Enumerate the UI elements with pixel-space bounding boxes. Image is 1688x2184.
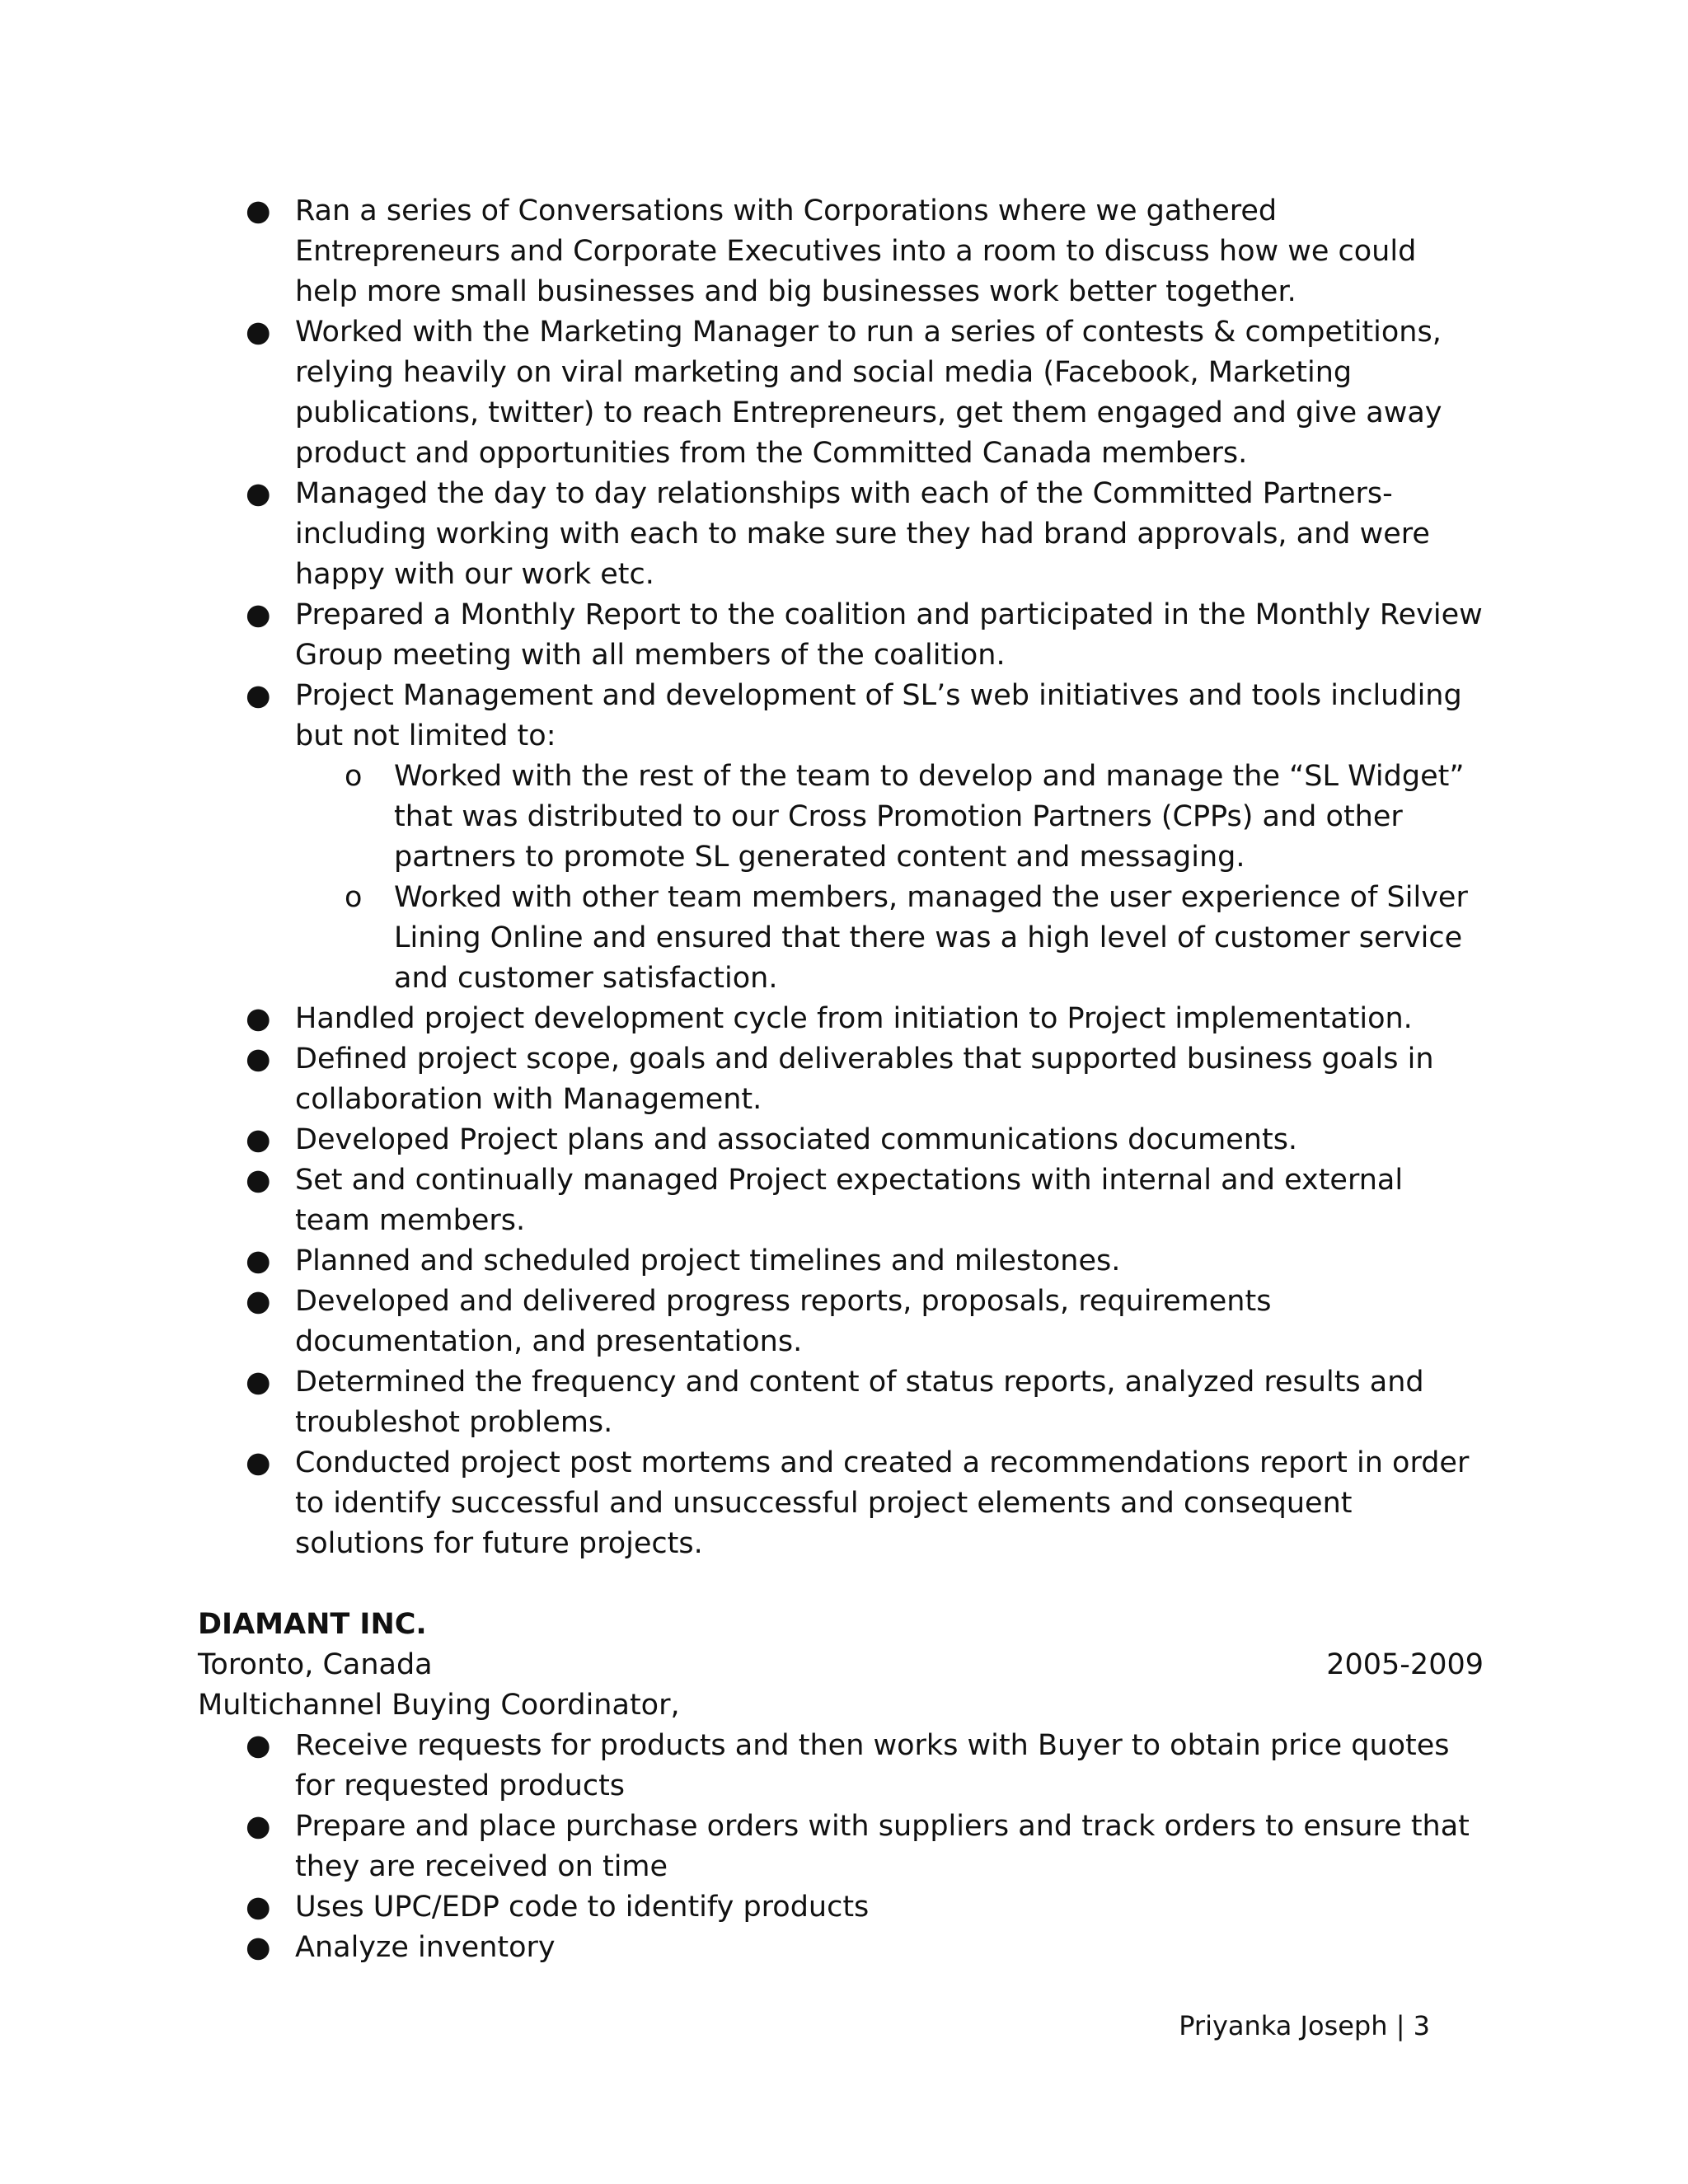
list-item: ● Handled project development cycle from initiation to Project implementation.	[295, 999, 1484, 1039]
bullet-icon: ●	[246, 1931, 271, 1964]
bullet-icon: ●	[246, 598, 271, 631]
bullet-icon: ●	[246, 1164, 271, 1197]
bullet-icon: ●	[246, 477, 271, 510]
list-item: ● Ran a series of Conversations with Corporations where we gathered Entrepreneurs and Corporate Executives into a room to discuss how we could help more small businesses and big businesses work better together.	[295, 191, 1484, 312]
bullet-icon: ●	[246, 316, 271, 349]
list-item: ● Project Management and development of SL’s web initiatives and tools including but not limited to: o Worked with the rest of the team to develop and manage the “SL Widget” that was distributed to our Cross Promotion Partners (CPPs) and other partners to promote SL generated content and messaging. o Worked with other team members, managed the user experience of Silver Lining Online and ensured that there was a high level of customer service and customer satisfaction.	[295, 676, 1484, 999]
sub-list-item: o Worked with other team members, managed the user experience of Silver Lining Online and ensured that there was a high level of customer service and customer satisfaction.	[394, 878, 1484, 999]
page-number: 3	[1413, 2010, 1430, 2041]
bullet-icon: ●	[246, 1285, 271, 1318]
sub-bullet-icon: o	[345, 760, 363, 793]
list-item: ● Analyze inventory	[295, 1928, 1484, 1968]
list-item: ● Prepared a Monthly Report to the coalition and participated in the Monthly Review Group meeting with all members of the coalition.	[295, 595, 1484, 676]
list-item: ● Managed the day to day relationships with each of the Committed Partners- including working with each to make sure they had brand approvals, and were happy with our work etc.	[295, 474, 1484, 595]
bullet-icon: ●	[246, 1002, 271, 1035]
bullet-icon: ●	[246, 679, 271, 712]
list-item: ● Receive requests for products and then works with Buyer to obtain price quotes for requested products	[295, 1726, 1484, 1807]
company-name: DIAMANT INC.	[198, 1608, 427, 1641]
bullet-icon: ●	[246, 1891, 271, 1924]
responsibilities-list	[198, 191, 1484, 1564]
list-item: ● Developed Project plans and associated communications documents.	[295, 1120, 1484, 1160]
list-item: ● Prepare and place purchase orders with suppliers and track orders to ensure that they are received on time	[295, 1807, 1484, 1887]
bullet-icon: ●	[246, 194, 271, 227]
bullet-icon: ●	[246, 1729, 271, 1762]
footer-separator: |	[1395, 2010, 1405, 2041]
list-item: ● Conducted project post mortems and created a recommendations report in order to identify successful and unsuccessful project elements and consequent solutions for future projects.	[295, 1443, 1484, 1564]
list-item: ● Determined the frequency and content of status reports, analyzed results and troubleshot problems.	[295, 1362, 1484, 1443]
bullet-icon: ●	[246, 1366, 271, 1399]
list-item: ● Worked with the Marketing Manager to run a series of contests & competitions, relying heavily on viral marketing and social media (Facebook, Marketing publications, twitter) to reach Entrepreneurs, get them engaged and give away product and opportunities from the Committed Canada members.	[295, 312, 1484, 474]
bullet-icon: ●	[246, 1446, 271, 1479]
list-item: ● Uses UPC/EDP code to identify products	[295, 1887, 1484, 1928]
job-title: Multichannel Buying Coordinator,	[198, 1689, 680, 1722]
footer-name: Priyanka Joseph	[1179, 2010, 1388, 2041]
job-location-row	[198, 1645, 1484, 1685]
job-duties-list	[198, 1726, 1484, 1968]
list-item: ● Developed and delivered progress reports, proposals, requirements documentation, and presentations.	[295, 1282, 1484, 1362]
bullet-icon: ●	[246, 1123, 271, 1156]
job-dates: 2005-2009	[1326, 1648, 1484, 1681]
list-item: ● Planned and scheduled project timelines and milestones.	[295, 1241, 1484, 1282]
bullet-icon: ●	[246, 1043, 271, 1076]
list-item: ● Defined project scope, goals and deliverables that supported business goals in collaboration with Management.	[295, 1039, 1484, 1120]
bullet-icon: ●	[246, 1244, 271, 1277]
sub-list	[295, 757, 1484, 999]
list-item: ● Set and continually managed Project expectations with internal and external team members.	[295, 1160, 1484, 1241]
page-footer	[1071, 2008, 1430, 2044]
job-location: Toronto, Canada	[198, 1648, 433, 1681]
sub-bullet-icon: o	[345, 881, 363, 914]
bullet-icon: ●	[246, 1810, 271, 1843]
sub-list-item: o Worked with the rest of the team to develop and manage the “SL Widget” that was distributed to our Cross Promotion Partners (CPPs) and other partners to promote SL generated content and messaging.	[394, 757, 1484, 878]
page-content	[198, 191, 1484, 1968]
